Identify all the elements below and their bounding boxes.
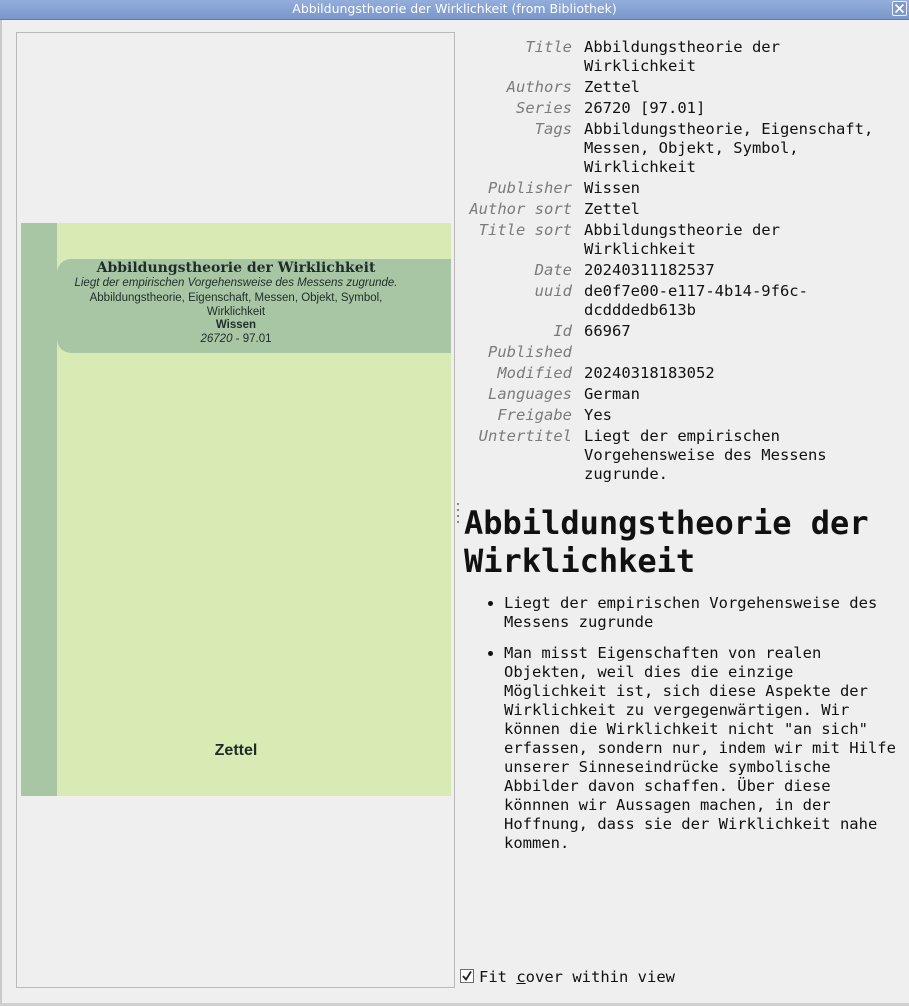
metadata-value — [584, 343, 900, 362]
cover-subtitle: Liegt der empirischen Vorgehensweise des Messens zugrunde. — [74, 277, 398, 289]
fit-cover-label: Fit cover within view — [479, 968, 675, 986]
metadata-key: Languages — [488, 385, 572, 403]
metadata-value: Wissen — [584, 179, 640, 197]
cover-title: Abbildungstheorie der Wirklichkeit — [96, 260, 376, 276]
metadata-row — [460, 427, 900, 484]
metadata-row — [460, 179, 900, 198]
cover-tags: Abbildungstheorie, Eigenschaft, Messen, Objekt, Symbol, Wirklichkeit — [89, 292, 383, 318]
metadata-row — [460, 282, 900, 320]
metadata-value: German — [584, 385, 640, 403]
cover-publisher: Wissen — [215, 319, 257, 331]
metadata-value: Yes — [584, 406, 612, 424]
metadata-row — [460, 261, 900, 280]
metadata-key: Tags — [534, 120, 572, 138]
metadata-key: Published — [488, 343, 572, 361]
metadata-row — [460, 406, 900, 425]
metadata-key: Untertitel — [478, 427, 572, 445]
comments-list — [464, 594, 904, 853]
window-titlebar[interactable] — [0, 0, 909, 20]
metadata-value: Abbildungstheorie der Wirklichkeit — [584, 221, 780, 258]
checkbox-box[interactable] — [460, 969, 474, 983]
metadata-key: Freigabe — [497, 406, 572, 424]
metadata-value: Abbildungstheorie, Eigenschaft, Messen, Objekt, Symbol, Wirklichkeit — [584, 120, 874, 176]
window-edge — [0, 20, 2, 1006]
metadata-value: 20240318183052 — [584, 364, 715, 382]
metadata-key: Title — [525, 38, 572, 56]
metadata-row — [460, 78, 900, 97]
cover-series-name: 26720 — [200, 333, 233, 345]
metadata-key: Id — [553, 322, 572, 340]
metadata-row — [460, 99, 900, 118]
metadata-table — [460, 38, 900, 486]
metadata-row — [460, 322, 900, 341]
metadata-value: 20240311182537 — [584, 261, 715, 279]
metadata-key: uuid — [534, 282, 572, 300]
cover-series-sep: - — [232, 333, 243, 345]
metadata-value: de0f7e00-e117-4b14-9f6c- dcdddedb613b — [584, 282, 808, 319]
metadata-value: Zettel — [584, 200, 640, 218]
metadata-value: 66967 — [584, 322, 631, 340]
fit-cover-checkbox[interactable] — [460, 968, 675, 986]
comment-item: • Man misst Eigenschaften von realen Objekten, weil dies die einzige Möglichkeit ist, sich diese Aspekte der Wirklichkeit zu vergegenwärtigen. Wir können die Wirklichkeit nicht "an sich" erfassen, sondern nur, indem wir mit Hilfe unserer Sinneseindrücke symbolische Abbilder davon schaffen. Über diese könnnen wir Aussagen machen, in der Hoffnung, dass sie der Wirklichkeit nahe kommen. — [504, 644, 904, 853]
metadata-row — [460, 221, 900, 259]
metadata-row — [460, 38, 900, 76]
metadata-row — [460, 120, 900, 177]
close-button[interactable] — [892, 1, 907, 16]
cover-series — [21, 333, 451, 345]
comments-heading: Abbildungstheorie der Wirklichkeit — [464, 504, 869, 580]
metadata-row — [460, 343, 900, 362]
metadata-row — [460, 385, 900, 404]
cover-author: Zettel — [214, 742, 258, 759]
comments-panel — [464, 504, 904, 865]
metadata-key: Modified — [497, 364, 572, 382]
window-title: Abbildungstheorie der Wirklichkeit (from Bibliothek) — [292, 1, 617, 16]
checkmark-icon — [461, 970, 473, 982]
metadata-key: Date — [534, 261, 572, 279]
metadata-key: Authors — [506, 78, 572, 96]
close-icon — [893, 2, 906, 15]
metadata-value: Liegt der empirischen Vorgehensweise des Messens zugrunde. — [584, 427, 827, 483]
metadata-value: Zettel — [584, 78, 640, 96]
metadata-row — [460, 200, 900, 219]
splitter-handle[interactable] — [456, 503, 460, 527]
metadata-value: 26720 [97.01] — [584, 99, 706, 117]
metadata-value: Abbildungstheorie der Wirklichkeit — [584, 38, 780, 75]
metadata-row — [460, 364, 900, 383]
metadata-key: Title sort — [478, 221, 572, 239]
metadata-key: Series — [516, 99, 572, 117]
metadata-key: Publisher — [488, 179, 572, 197]
book-cover — [21, 223, 451, 796]
comment-item: • Liegt der empirischen Vorgehensweise des Messens zugrunde — [504, 594, 904, 632]
metadata-key: Author sort — [469, 200, 572, 218]
cover-pane[interactable] — [16, 32, 455, 988]
cover-series-index: 97.01 — [242, 333, 272, 345]
